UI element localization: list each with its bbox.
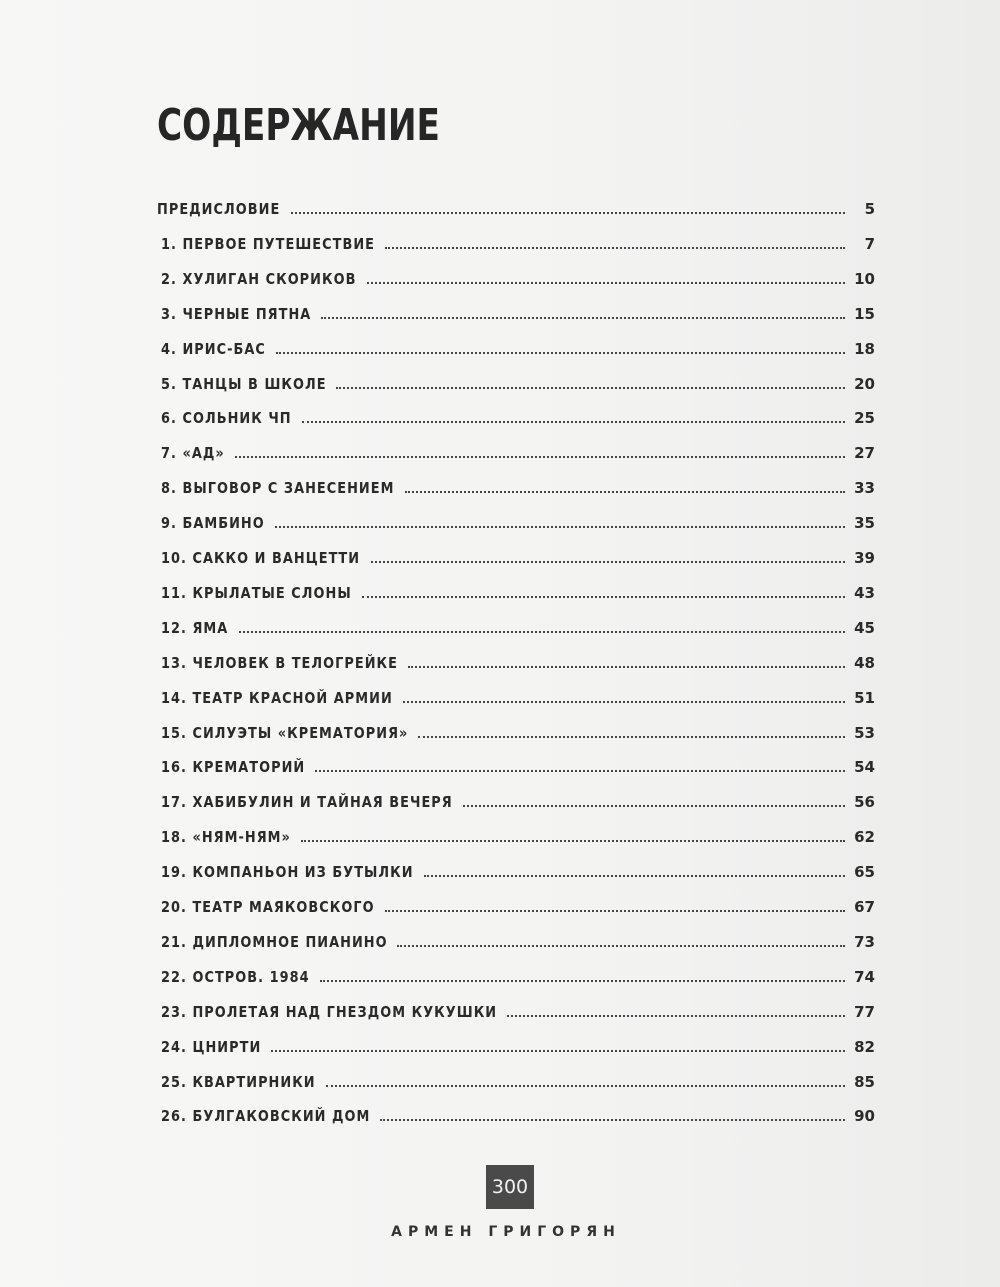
toc-entry-title: 18. «НЯМ-НЯМ»	[161, 828, 291, 847]
toc-entry-title: 24. ЦНИРТИ	[161, 1037, 262, 1056]
toc-entry	[157, 479, 875, 509]
toc-dot-leader	[271, 1049, 845, 1052]
toc-entry-title: 10. САККО И ВАНЦЕТТИ	[161, 549, 361, 567]
page-number-box	[486, 1165, 534, 1209]
toc-entry	[157, 549, 875, 579]
toc-entry-page: 53	[854, 723, 875, 742]
toc-entry-title: 22. ОСТРОВ. 1984	[161, 967, 310, 986]
toc-entry	[157, 654, 875, 684]
toc-entry-page: 54	[854, 758, 875, 777]
toc-entry	[157, 898, 875, 928]
toc-dot-leader	[320, 979, 845, 982]
toc-entry-page: 48	[854, 653, 875, 672]
toc-entry-page: 65	[854, 863, 875, 882]
toc-entry	[157, 340, 875, 370]
toc-entry	[157, 409, 875, 439]
toc-dot-leader	[291, 211, 845, 214]
toc-entry	[157, 584, 875, 614]
running-footer-author: АРМЕН ГРИГОРЯН	[391, 1224, 621, 1240]
toc-entry	[157, 933, 875, 963]
toc-entry-page: 82	[854, 1037, 875, 1056]
toc-dot-leader	[275, 525, 845, 528]
toc-entry-title: 15. СИЛУЭТЫ «КРЕМАТОРИЯ»	[161, 723, 409, 742]
toc-entry-page: 20	[854, 374, 875, 393]
toc-entry-page: 74	[854, 967, 875, 986]
toc-entry-title: 12. ЯМА	[161, 618, 229, 637]
toc-entry-title: 3. ЧЕРНЫЕ ПЯТНА	[161, 304, 312, 323]
toc-entry-page: 5	[864, 200, 875, 218]
toc-entry-page: 45	[854, 618, 875, 637]
toc-dot-leader	[418, 735, 845, 738]
toc-entry-page: 7	[864, 234, 875, 253]
toc-entry	[157, 863, 875, 893]
toc-dot-leader	[408, 665, 845, 668]
toc-entry-title: 21. ДИПЛОМНОЕ ПИАНИНО	[161, 932, 388, 951]
toc-entry-title: 2. ХУЛИГАН СКОРИКОВ	[161, 269, 357, 288]
toc-entry-page: 33	[854, 479, 875, 498]
toc-entry-page: 27	[854, 444, 875, 463]
toc-entry-page: 90	[854, 1107, 875, 1126]
toc-entry-title: 8. ВЫГОВОР С ЗАНЕСЕНИЕМ	[161, 479, 395, 498]
toc-entry	[157, 758, 875, 788]
toc-dot-leader	[362, 595, 845, 598]
toc-entry-title: 7. «АД»	[161, 444, 225, 463]
toc-entry-page: 67	[854, 898, 875, 916]
toc-entry-title: 9. БАМБИНО	[161, 514, 265, 533]
toc-entry-title: 16. КРЕМАТОРИЙ	[161, 758, 306, 777]
toc-dot-leader	[326, 1084, 845, 1087]
toc-entry	[157, 968, 875, 998]
toc-entry-title: 5. ТАНЦЫ В ШКОЛЕ	[161, 374, 327, 393]
toc-entry-title: 20. ТЕАТР МАЯКОВСКОГО	[161, 898, 375, 916]
toc-dot-leader	[385, 909, 845, 912]
toc-entry-page: 15	[854, 304, 875, 323]
toc-dot-leader	[239, 630, 845, 633]
toc-entry-title: 4. ИРИС-БАС	[161, 339, 266, 358]
toc-dot-leader	[367, 281, 845, 284]
toc-entry-title: 14. ТЕАТР КРАСНОЙ АРМИИ	[161, 688, 393, 707]
toc-entry-title: 17. ХАБИБУЛИН И ТАЙНАЯ ВЕЧЕРЯ	[161, 793, 453, 812]
toc-dot-leader	[302, 420, 845, 423]
toc-dot-leader	[405, 490, 845, 493]
toc-entry-title: 26. БУЛГАКОВСКИЙ ДОМ	[161, 1107, 371, 1126]
toc-entry	[157, 1073, 875, 1103]
toc-entry-title: 13. ЧЕЛОВЕК В ТЕЛОГРЕЙКЕ	[161, 653, 398, 672]
toc-entry-page: 56	[854, 793, 875, 812]
toc-dot-leader	[321, 316, 845, 319]
toc-entry-page: 85	[854, 1072, 875, 1091]
page-title: СОДЕРЖАНИЕ	[157, 100, 440, 151]
toc-entry-page: 62	[854, 828, 875, 847]
toc-entry	[157, 689, 875, 719]
toc-entry	[157, 305, 875, 335]
toc-entry	[157, 1038, 875, 1068]
toc-entry	[157, 375, 875, 405]
toc-entry-page: 51	[854, 688, 875, 707]
toc-entry-page: 35	[854, 514, 875, 533]
toc-entry-title: 6. СОЛЬНИК ЧП	[161, 409, 292, 428]
toc-dot-leader	[403, 700, 845, 703]
toc-dot-leader	[371, 560, 845, 563]
toc-entry-page: 18	[854, 339, 875, 358]
toc-dot-leader	[463, 804, 845, 807]
toc-entry-page: 39	[854, 549, 875, 567]
toc-entry	[157, 514, 875, 544]
toc-entry-page: 73	[854, 932, 875, 951]
toc-entry	[157, 1003, 875, 1033]
toc-dot-leader	[235, 455, 845, 458]
toc-entry	[157, 270, 875, 300]
toc-dot-leader	[276, 351, 845, 354]
toc-entry-title: 25. КВАРТИРНИКИ	[161, 1072, 316, 1091]
toc-dot-leader	[301, 839, 845, 842]
toc-entry	[157, 724, 875, 754]
toc-entry	[157, 1107, 875, 1137]
toc-dot-leader	[507, 1014, 845, 1017]
toc-entry-page: 43	[854, 583, 875, 602]
toc-entry	[157, 793, 875, 823]
toc-entry-page: 10	[854, 269, 875, 288]
toc-entry	[157, 619, 875, 649]
toc-dot-leader	[315, 769, 845, 772]
toc-dot-leader	[424, 874, 845, 877]
toc-entry-title: ПРЕДИСЛОВИЕ	[157, 200, 281, 218]
toc-entry	[157, 444, 875, 474]
toc-entry	[157, 828, 875, 858]
toc-entry-title: 23. ПРОЛЕТАЯ НАД ГНЕЗДОМ КУКУШКИ	[161, 1002, 498, 1021]
toc-entry-title: 19. КОМПАНЬОН ИЗ БУТЫЛКИ	[161, 863, 414, 882]
toc-entry-title: 1. ПЕРВОЕ ПУТЕШЕСТВИЕ	[161, 234, 376, 253]
toc-dot-leader	[380, 1118, 845, 1121]
toc-dot-leader	[385, 246, 845, 249]
toc-entry-page: 25	[854, 409, 875, 428]
toc-dot-leader	[336, 386, 845, 389]
toc-entry	[157, 235, 875, 265]
toc-dot-leader	[397, 944, 845, 947]
toc-entry	[157, 200, 875, 230]
toc-entry-page: 77	[854, 1002, 875, 1021]
toc-entry-title: 11. КРЫЛАТЫЕ СЛОНЫ	[161, 583, 352, 602]
page-number: 300	[491, 1176, 529, 1198]
